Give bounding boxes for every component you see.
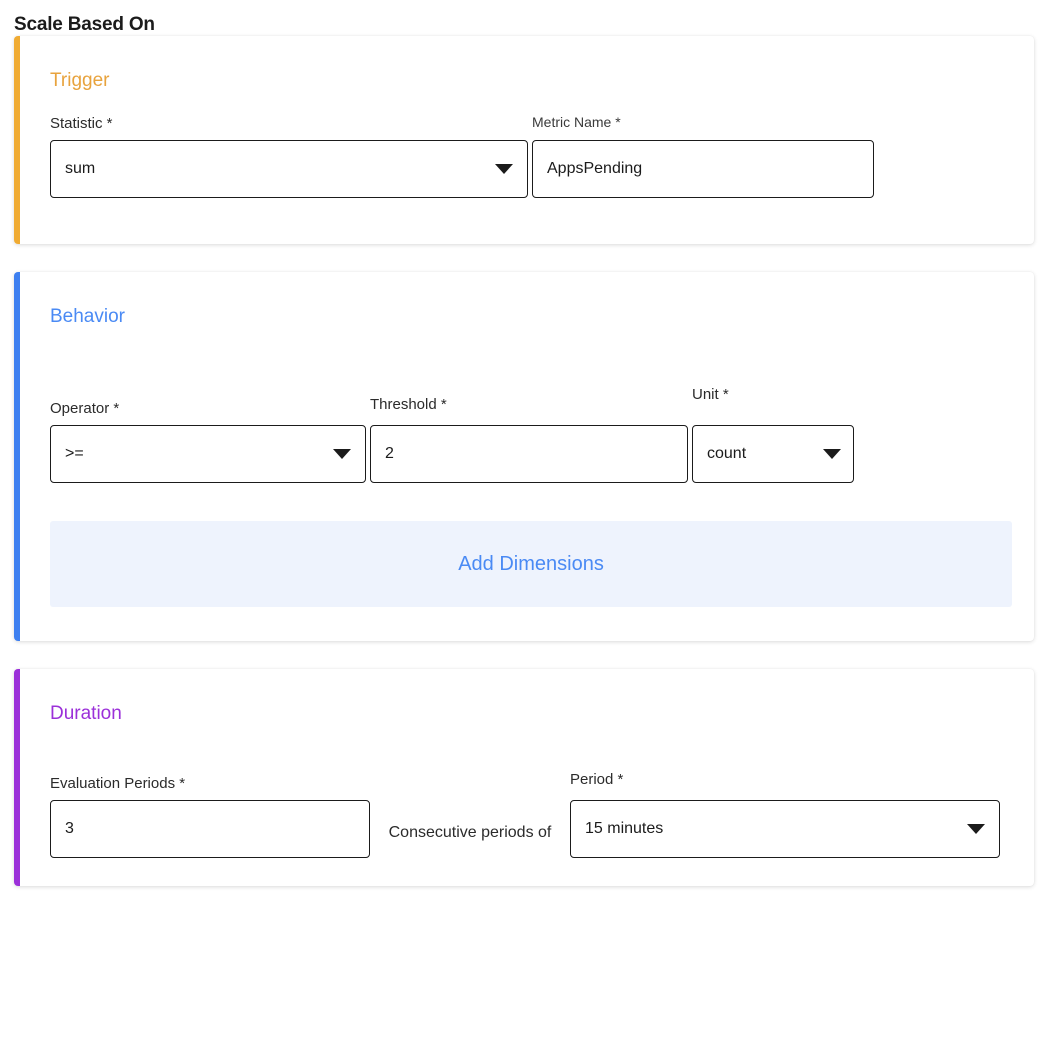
behavior-card xyxy=(14,272,1034,641)
statistic-field xyxy=(50,115,528,198)
behavior-section-title: Behavior xyxy=(50,306,125,327)
metric-name-field xyxy=(532,114,874,198)
duration-accent-bar xyxy=(14,669,20,886)
evaluation-periods-field xyxy=(50,775,370,858)
trigger-section-title: Trigger xyxy=(50,70,110,91)
period-select[interactable] xyxy=(570,800,1000,858)
unit-select[interactable] xyxy=(692,425,854,483)
operator-select[interactable] xyxy=(50,425,366,483)
period-value: 15 minutes xyxy=(585,820,664,837)
statistic-select[interactable] xyxy=(50,140,528,198)
trigger-accent-bar xyxy=(14,36,20,244)
behavior-fields-row xyxy=(50,328,1012,483)
duration-section-title: Duration xyxy=(50,703,122,724)
evaluation-periods-label: Evaluation Periods * xyxy=(50,775,186,792)
period-label: Period * xyxy=(570,771,624,788)
operator-field xyxy=(50,400,366,483)
page-title: Scale Based On xyxy=(14,14,155,35)
trigger-fields-row xyxy=(50,92,1012,244)
metric-name-input[interactable] xyxy=(532,140,874,198)
duration-card xyxy=(14,669,1034,886)
threshold-input[interactable] xyxy=(370,425,688,483)
operator-value: >= xyxy=(65,445,84,462)
unit-value: count xyxy=(707,445,747,462)
metric-name-value: AppsPending xyxy=(547,160,643,177)
chevron-down-icon xyxy=(967,824,985,834)
chevron-down-icon xyxy=(495,164,513,174)
evaluation-periods-value: 3 xyxy=(65,820,74,837)
behavior-accent-bar xyxy=(14,272,20,641)
add-dimensions-button[interactable]: Add Dimensions xyxy=(50,521,1012,607)
chevron-down-icon xyxy=(333,449,351,459)
consecutive-periods-text: Consecutive periods of xyxy=(388,824,552,841)
threshold-value: 2 xyxy=(385,445,394,462)
threshold-label: Threshold * xyxy=(370,396,447,413)
chevron-down-icon xyxy=(823,449,841,459)
duration-fields-row xyxy=(50,725,1012,886)
operator-label: Operator * xyxy=(50,400,120,417)
trigger-card xyxy=(14,36,1034,244)
unit-field xyxy=(692,386,854,483)
unit-label: Unit * xyxy=(692,386,729,403)
threshold-field xyxy=(370,396,688,483)
statistic-label: Statistic * xyxy=(50,115,113,132)
period-field xyxy=(570,771,1000,858)
evaluation-periods-input[interactable] xyxy=(50,800,370,858)
statistic-value: sum xyxy=(65,160,96,177)
metric-name-label: Metric Name * xyxy=(532,114,621,130)
